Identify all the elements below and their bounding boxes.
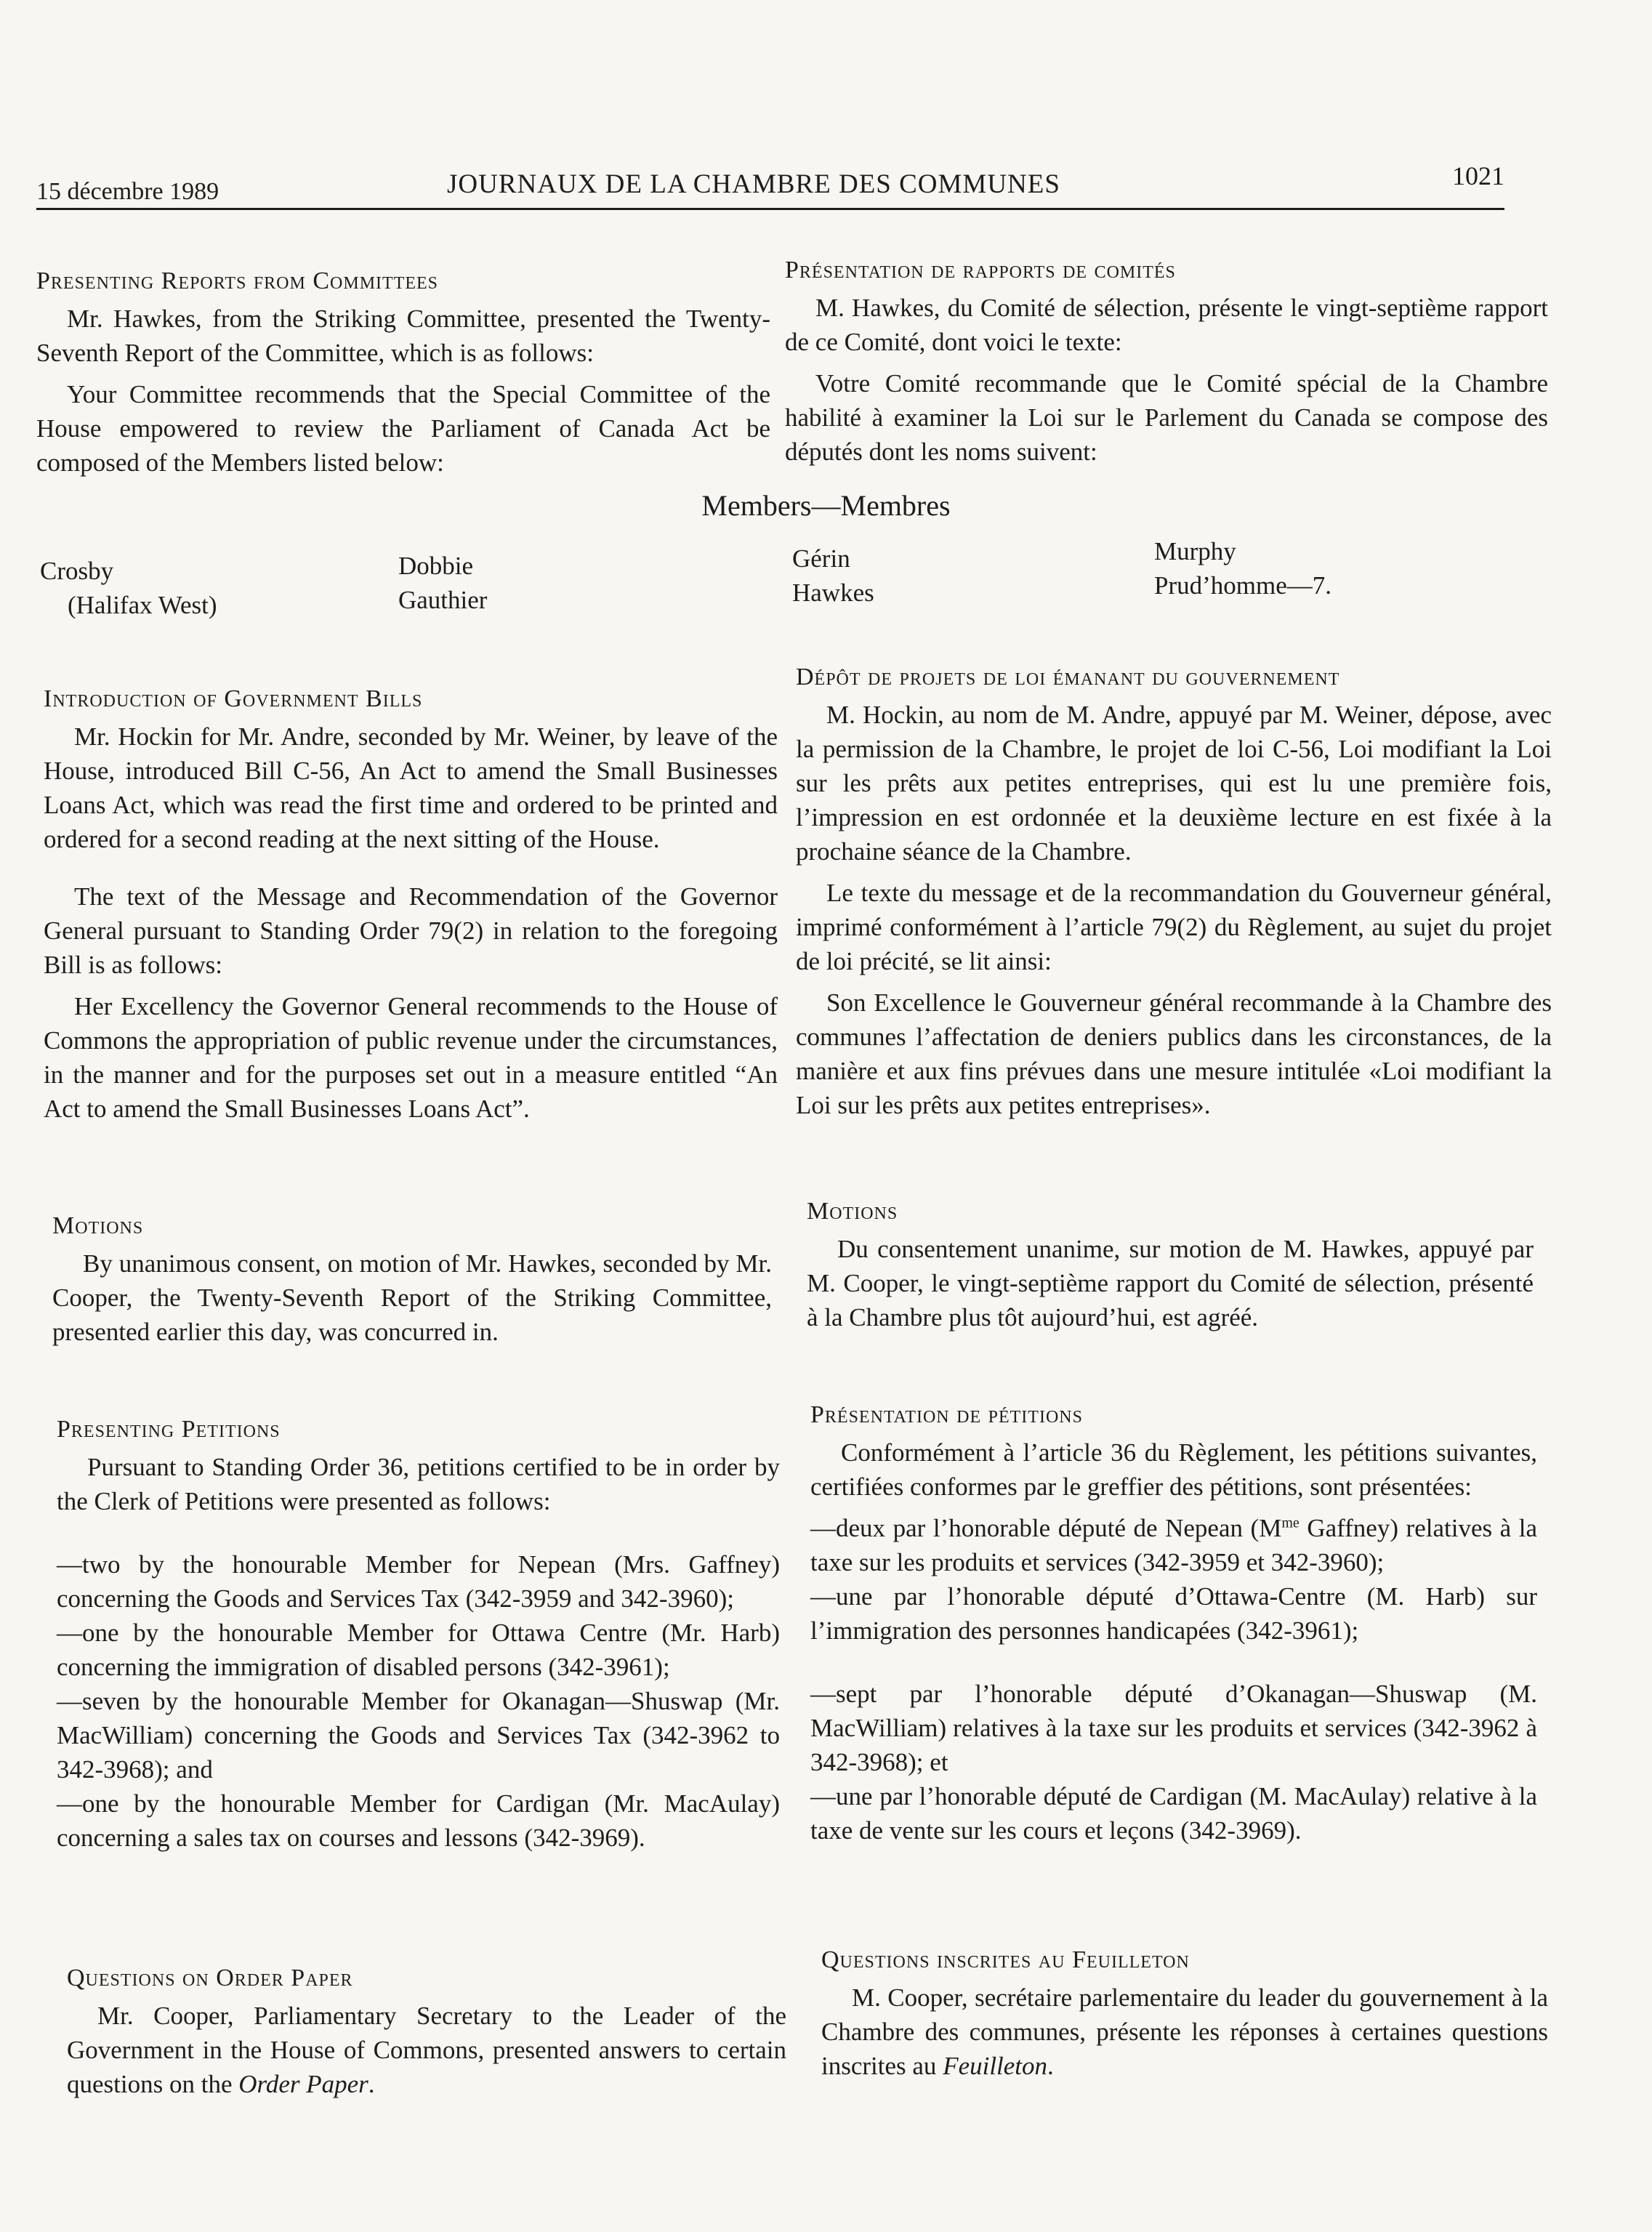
section-heading: Questions on Order Paper [67,1965,353,1991]
paragraph: M. Hockin, au nom de M. Andre, appuyé par M. Weiner, dépose, avec la permission de la Chambre, le projet de loi C-56, Loi modifiant la Loi sur les prêts aux petites entreprises, qui est lu une première fois, l’impression en est ordonnée et la deuxième lecture en est fixée à la prochaine séance de la Chambre. [796,701,1552,866]
paragraph: Le texte du message et de la recommandation du Gouverneur général, imprimé conformément à l’article 79(2) du Règlement, au sujet du projet de loi précité, se lit ainsi: [796,879,1552,975]
members-column-4 [1154,534,1331,603]
petition-item: —one by the honourable Member for Ottawa Centre (Mr. Harb) concerning the immigration of disabled persons (342-3961); [57,1619,780,1681]
member-name: Gauthier [398,586,488,614]
member-riding: (Halifax West) [68,591,217,619]
paragraph [67,1999,786,2101]
petition-text: —deux par l’honorable député de Nepean (M [810,1514,1282,1542]
paragraph: Du consentement unanime, sur motion de M. Hawkes, appuyé par M. Cooper, le vingt-septième rapport du Comité de sélection, présenté à la Chambre plus tôt aujourd’hui, est agréé. [807,1235,1534,1331]
paragraph: Conformément à l’article 36 du Règlement, les pétitions suivantes, certifiées conformes par le greffier des pétitions, sont présentées: [810,1438,1537,1501]
header-rule [36,208,1504,210]
questions-italic: Order Paper [238,2070,368,2098]
section-heading: Motions [807,1198,898,1225]
member-name: Dobbie [398,552,474,580]
section-heading: Présentation de rapports de comités [785,257,1176,283]
members-title: Members—Membres [701,489,951,522]
questions-text: M. Cooper, secrétaire parlementaire du leader du gouvernement à la Chambre des communes, présente les réponses à certaines questions inscrites au [821,1983,1548,2080]
petition-text: Gaffney) relatives à la taxe sur les produits et services (342-3959 et 342-3960); [810,1514,1537,1576]
header-page-number: 1021 [1452,161,1504,190]
petition-item: —une par l’honorable député de Cardigan (M. MacAulay) relative à la taxe de vente sur les cours et leçons (342-3969). [810,1782,1537,1845]
member-name: Murphy [1154,537,1236,565]
section-heading: Presenting Reports from Committees [36,267,439,294]
paragraph: By unanimous consent, on motion of Mr. Hawkes, seconded by Mr. Cooper, the Twenty-Seventh Report of the Striking Committee, presented earlier this day, was concurred in. [52,1249,772,1346]
english-motions-section [52,1210,772,1356]
questions-end: . [368,2070,375,2098]
petition-superscript: me [1281,1515,1300,1531]
paragraph: Your Committee recommends that the Special Committee of the House empowered to review the Parliament of Canada Act be composed of the Members listed below: [36,380,770,477]
section-heading: Presenting Petitions [57,1416,281,1443]
english-questions-section [67,1962,786,2108]
section-heading: Présentation de pétitions [810,1401,1083,1428]
section-heading: Introduction of Government Bills [44,685,423,712]
petition-item: —une par l’honorable député d’Ottawa-Centre (M. Harb) sur l’immigration des personnes handicapées (342-3961); [810,1582,1537,1645]
members-column-1 [40,554,217,622]
section-heading: Questions inscrites au Feuilleton [821,1946,1190,1973]
french-bills-section [796,661,1552,1129]
paragraph: Votre Comité recommande que le Comité spécial de la Chambre habilité à examiner la Loi sur le Parlement du Canada se compose des députés dont les noms suivent: [785,369,1548,466]
petition-item: —two by the honourable Member for Nepean (Mrs. Gaffney) concerning the Goods and Services Tax (342-3959 and 342-3960); [57,1550,780,1613]
running-head [36,149,1504,207]
french-motions-section [807,1196,1534,1342]
petition-item: —one by the honourable Member for Cardigan (Mr. MacAulay) concerning a sales tax on courses and lessons (342-3969). [57,1789,780,1852]
english-reports-section [36,265,770,487]
english-bills-section [44,683,778,1133]
paragraph: The text of the Message and Recommendation of the Governor General pursuant to Standing Order 79(2) in relation to the foregoing Bill is as follows: [44,882,778,979]
member-name: Gérin [792,544,850,573]
paragraph: Mr. Hockin for Mr. Andre, seconded by Mr. Weiner, by leave of the House, introduced Bill C-56, An Act to amend the Small Businesses Loans Act, which was read the first time and ordered to be printed and ordered for a second reading at the next sitting of the House. [44,722,778,853]
paragraph: Pursuant to Standing Order 36, petitions certified to be in order by the Clerk of Petitions were presented as follows: [57,1453,780,1515]
members-column-2 [398,549,487,617]
french-questions-section [821,1944,1548,2090]
french-reports-section [785,254,1548,476]
questions-italic: Feuilleton [943,2052,1048,2080]
header-journal-title: JOURNAUX DE LA CHAMBRE DES COMMUNES [447,169,1060,199]
members-column-3 [792,541,874,610]
petition-item [810,1511,1537,1579]
questions-text: Mr. Cooper, Parliamentary Secretary to the Leader of the Government in the House of Commons, presented answers to certain questions on the [67,2002,786,2098]
petition-item: —sept par l’honorable député d’Okanagan—Shuswap (M. MacWilliam) relatives à la taxe sur les produits et services (342-3962 à 342-3968); et [810,1680,1537,1776]
paragraph [821,1981,1548,2083]
section-heading: Motions [52,1212,144,1239]
questions-end: . [1047,2052,1054,2080]
paragraph: Son Excellence le Gouverneur général recommande à la Chambre des communes l’affectation de deniers publics dans les circonstances, de la manière et aux fins prévues dans une mesure intitulée «Loi modifiant la Loi sur les prêts aux petites entreprises». [796,988,1552,1119]
paragraph: M. Hawkes, du Comité de sélection, présente le vingt-septième rapport de ce Comité, dont voici le texte: [785,294,1548,356]
member-name: Crosby [40,557,114,585]
english-petitions-section [57,1414,780,1862]
section-heading: Dépôt de projets de loi émanant du gouvernement [796,664,1340,690]
paragraph: Her Excellency the Governor General recommends to the House of Commons the appropriation of public revenue under the circumstances, in the manner and for the purposes set out in a measure entitled “An Act to amend the Small Businesses Loans Act”. [44,992,778,1123]
paragraph: Mr. Hawkes, from the Striking Committee, presented the Twenty-Seventh Report of the Committee, which is as follows: [36,305,770,367]
french-petitions-section [810,1399,1537,1855]
header-date: 15 décembre 1989 [36,178,219,205]
petition-item: —seven by the honourable Member for Okanagan—Shuswap (Mr. MacWilliam) concerning the Goods and Services Tax (342-3962 to 342-3968); and [57,1687,780,1784]
member-name: Hawkes [792,579,874,607]
member-name: Prud’homme—7. [1154,571,1332,600]
